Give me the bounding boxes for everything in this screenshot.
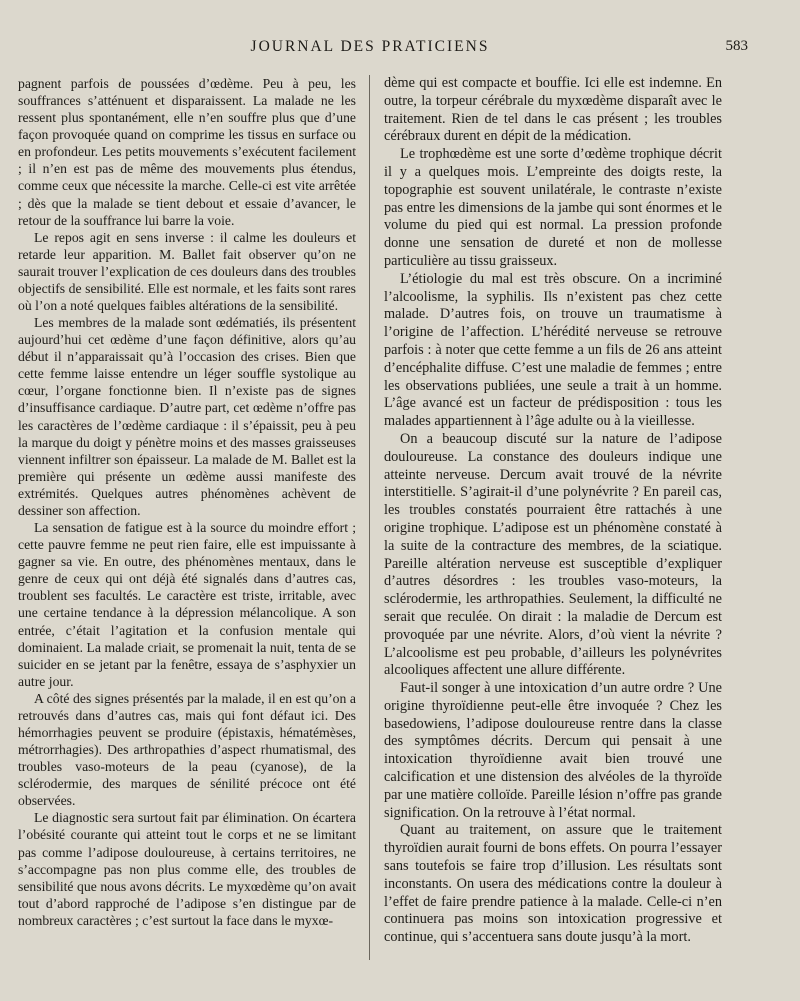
paragraph: pagnent parfois de poussées d’œdème. Peu à peu, les souffrances s’atténuent et disparaissent. La malade ne les ressent plus spontanément, elle n’en souffre plus que d’une façon provoquée quand on comprime les tissus en surface ou en profondeur. Les petits mouvements s’exécutent facilement ; il n’en est pas de même des mouvements plus étendus, comme ceux que nécessite la marche. Celle-ci est vite arrêtée ; dès que la malade se tient debout et essaie d’avancer, le retour de la souffrance lui barre la voie.: [18, 76, 356, 228]
paragraph: dème qui est compacte et bouffie. Ici elle est indemne. En outre, la torpeur cérébrale du myxœdème disparaît avec le traitement. Rien de tel dans le cas présent ; les troubles cérébraux durent en dépit de la médication.: [384, 75, 722, 145]
right-column: [384, 75, 722, 960]
paragraph: On a beaucoup discuté sur la nature de l’adipose douloureuse. La constance des douleurs indique une atteinte nerveuse. Dercum avait trouvé de la névrite interstitielle. S’agirait-il d’une polynévrite ? En pareil cas, les troubles constatés pourraient être rattachés à une origine trophique. L’adipose est un phénomène constaté à la suite de la contracture des membres, de la sciatique. Pareille altération nerveuse est susceptible d’expliquer d’autres désordres : les troubles vaso-moteurs, la sclérodermie, les arthropathies. Seulement, la difficulté ne serait que reculée. On dirait : la maladie de Dercum est provoquée par une névrite. Alors, d’où vient la névrite ? L’alcoolisme est peu probable, d’ailleurs les polynévrites alcooliques affectent une allure différente.: [384, 430, 722, 679]
column-divider: [369, 75, 370, 960]
paragraph: A côté des signes présentés par la malade, il en est qu’on a retrouvés dans d’autres cas, mais qui font défaut ici. Des hémorrhagies peuvent se produire (épistaxis, hématémèses, métrorrhagies). Des arthropathies d’aspect rhumatismal, des troubles vaso-moteurs de la peau (cyanose), de la sclérodermie, des marques de sénilité précoce ont été observées.: [18, 690, 356, 809]
running-header: [0, 38, 800, 62]
page-number: 583: [725, 38, 748, 54]
paragraph: Quant au traitement, on assure que le traitement thyroïdien aurait fourni de bons effets. On pourra l’essayer sans toutefois se faire trop d’illusion. Les résultats sont inconstants. On usera des médications contre la douleur à l’effet de faire prendre patience à la malade. Celle-ci n’en continuera pas moins son intoxication progressive et continue, qui s’accentuera sans doute jusqu’à la mort.: [384, 822, 722, 946]
paragraph: Le trophœdème est une sorte d’œdème trophique décrit il y a quelques mois. L’empreinte des doigts reste, la topographie est souvent unilatérale, le contraste n’existe pas entre les dimensions de la jambe qui sont énormes et le volume du pied qui est normal. La pression profonde donne une sensation de dureté et non de mollesse particulière au tissu graisseux.: [384, 146, 722, 269]
paragraph: Faut-il songer à une intoxication d’un autre ordre ? Une origine thyroïdienne peut-elle être invoquée ? Chez les basedowiens, l’adipose douloureuse rentre dans la classe des symptômes décrits. Dercum qui pensait à une intoxication thyroïdienne avait bien trouvé une calcification et une distension des alvéoles de la thyroïde par une matière colloïde. Pareille lésion n’offre pas grande signification. On la retrouve à l’état normal.: [384, 680, 722, 821]
paragraph: La sensation de fatigue est à la source du moindre effort ; cette pauvre femme ne peut rien faire, elle est impuissante à gagner sa vie. En outre, des phénomènes mentaux, dans le genre de ceux qui ont déjà été signalés dans d’autres cas, troublent ses facultés. Le caractère est triste, irritable, avec une certaine tendance à la dépression mélancolique. A son entrée, c’était l’agitation et la confusion mentale qui dominaient. La malade criait, se promenait la nuit, tenta de se suicider en se jetant par la fenêtre, essaya de s’asphyxier un autre jour.: [18, 520, 356, 689]
paragraph: Le repos agit en sens inverse : il calme les douleurs et retarde leur apparition. M. Ballet fait observer qu’on ne saurait trouver l’explication de ces douleurs dans des troubles objectifs de sensibilité. Elle est normale, et les faits sont rares où l’on a noté quelques faibles altérations de la sensibilité.: [18, 229, 356, 314]
paragraph: Le diagnostic sera surtout fait par élimination. On écartera l’obésité courante qui atteint tout le corps et ne se limitant pas comme l’adipose douloureuse, à certains territoires, ne s’accompagne pas non plus comme elle, des troubles de sensibilité que nous avons décrits. Le myxœdème qu’on avait tout d’abord rapproché de l’adipose s’en distingue par de nombreux caractères ; c’est surtout la face dans le myxœ-: [18, 810, 356, 928]
journal-title: JOURNAL DES PRATICIENS: [250, 38, 490, 55]
paragraph: Les membres de la malade sont œdématiés, ils présentent aujourd’hui cet œdème d’une façon définitive, alors qu’au début il n’apparaissait qu’à l’occasion des crises. Bien que cette femme laisse entendre un léger souffle systolique au cœur, l’organe fonctionne bien. Il n’existe pas de signes d’insuffisance cardiaque. D’autre part, cet œdème n’offre pas les caractères de l’œdème cardiaque : il s’épaissit, peu à peu la marque du doigt y pénètre moins et des masses graisseuses viennent infiltrer son épaisseur. La malade de M. Ballet est la première qui présente un œdème aussi manifeste des extrémités. Quelques autres phénomènes achèvent de dessiner son affection.: [18, 315, 356, 518]
paragraph: L’étiologie du mal est très obscure. On a incriminé l’alcoolisme, la syphilis. Ils n’existent pas chez cette malade. D’autres fois, on trouve un traumatisme à l’origine de l’affection. L’hérédité nerveuse se retrouve parfois : à noter que cette femme a un fils de 26 ans atteint d’encéphalite diffuse. C’est une maladie de femmes ; entre les observations publiées, une seule a trait à un homme. L’âge avancé est un facteur de prédisposition : tous les malades appartiennent à l’âge adulte ou à la vieillesse.: [384, 270, 722, 430]
left-column: [18, 75, 356, 960]
